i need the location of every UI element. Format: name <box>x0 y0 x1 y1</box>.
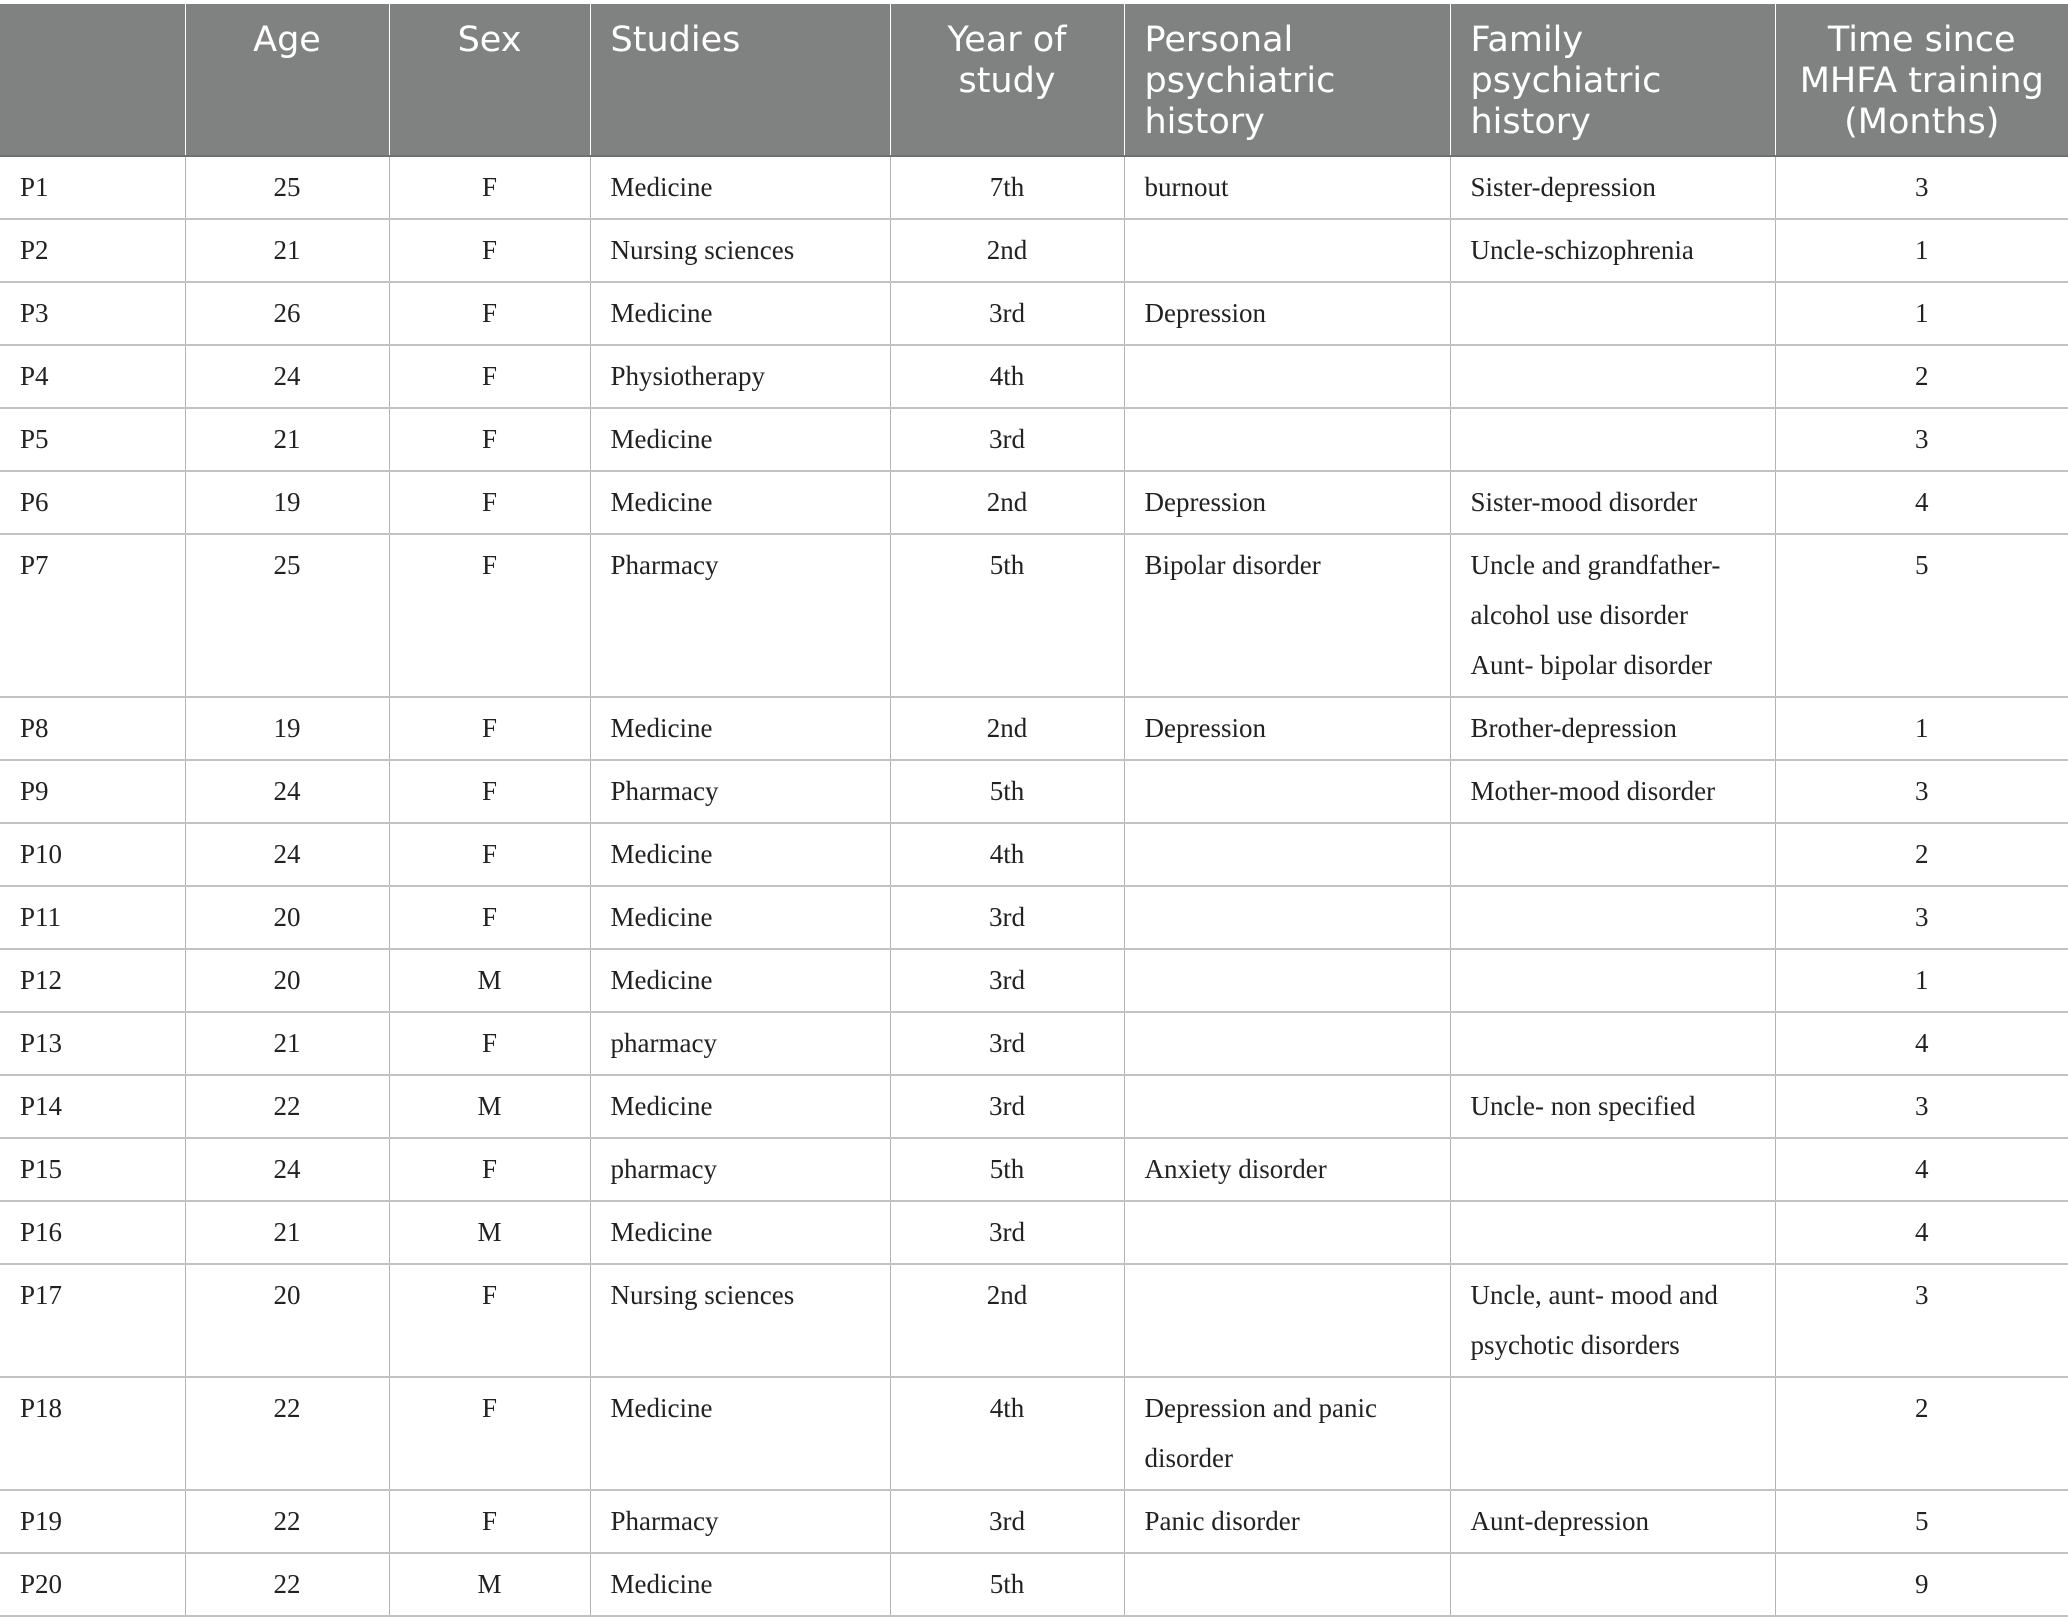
family-history-cell: Uncle-schizophrenia <box>1450 219 1775 282</box>
sex-cell: F <box>389 408 590 471</box>
year-of-study-cell: 3rd <box>890 949 1124 1012</box>
family-history-cell <box>1450 345 1775 408</box>
time-since-training-cell: 9 <box>1775 1553 2068 1616</box>
personal-history-cell: Depression <box>1124 471 1450 534</box>
table-row <box>0 534 2068 697</box>
table-row <box>0 1201 2068 1264</box>
participant-id-cell: P17 <box>0 1264 185 1377</box>
time-since-training-cell: 1 <box>1775 949 2068 1012</box>
family-history-cell <box>1450 408 1775 471</box>
family-history-cell <box>1450 949 1775 1012</box>
family-history-cell: Aunt-depression <box>1450 1490 1775 1553</box>
participant-id-cell: P6 <box>0 471 185 534</box>
studies-cell: Medicine <box>590 886 890 949</box>
table-row <box>0 282 2068 345</box>
sex-cell: F <box>389 1377 590 1490</box>
sex-column-header: Sex <box>389 4 590 156</box>
year-of-study-cell: 5th <box>890 760 1124 823</box>
time-since-training-cell: 4 <box>1775 471 2068 534</box>
personal-history-cell <box>1124 1075 1450 1138</box>
personal-history-cell: Depression <box>1124 282 1450 345</box>
personal-history-cell: Anxiety disorder <box>1124 1138 1450 1201</box>
family-history-cell: Sister-depression <box>1450 156 1775 219</box>
family-history-cell <box>1450 1012 1775 1075</box>
sex-cell: F <box>389 760 590 823</box>
studies-cell: Pharmacy <box>590 760 890 823</box>
table-row <box>0 1264 2068 1377</box>
time-since-training-cell: 4 <box>1775 1138 2068 1201</box>
year-of-study-cell: 2nd <box>890 1264 1124 1377</box>
table-row <box>0 886 2068 949</box>
table-row <box>0 949 2068 1012</box>
studies-cell: Physiotherapy <box>590 345 890 408</box>
family-history-cell: Brother-depression <box>1450 697 1775 760</box>
family-psychiatric-history-column-header: Family psychiatric history <box>1450 4 1775 156</box>
time-since-training-cell: 3 <box>1775 760 2068 823</box>
studies-cell: Medicine <box>590 949 890 1012</box>
sex-cell: F <box>389 156 590 219</box>
year-of-study-cell: 4th <box>890 345 1124 408</box>
year-of-study-column-header: Year of study <box>890 4 1124 156</box>
sex-cell: F <box>389 219 590 282</box>
family-history-cell <box>1450 886 1775 949</box>
year-of-study-cell: 3rd <box>890 1490 1124 1553</box>
time-since-training-cell: 3 <box>1775 156 2068 219</box>
studies-cell: Medicine <box>590 408 890 471</box>
table-row <box>0 1377 2068 1490</box>
age-cell: 25 <box>185 156 389 219</box>
time-since-training-cell: 4 <box>1775 1201 2068 1264</box>
age-cell: 25 <box>185 534 389 697</box>
participant-id-cell: P4 <box>0 345 185 408</box>
time-since-training-cell: 3 <box>1775 408 2068 471</box>
time-since-training-cell: 2 <box>1775 1377 2068 1490</box>
table-row <box>0 1138 2068 1201</box>
participant-id-cell: P3 <box>0 282 185 345</box>
personal-history-cell <box>1124 886 1450 949</box>
studies-column-header: Studies <box>590 4 890 156</box>
participant-id-cell: P2 <box>0 219 185 282</box>
family-history-cell <box>1450 282 1775 345</box>
personal-history-cell <box>1124 949 1450 1012</box>
table-row <box>0 697 2068 760</box>
table-body <box>0 156 2068 1616</box>
year-of-study-cell: 3rd <box>890 1012 1124 1075</box>
table-row <box>0 345 2068 408</box>
year-of-study-cell: 4th <box>890 1377 1124 1490</box>
age-cell: 19 <box>185 471 389 534</box>
personal-history-cell: burnout <box>1124 156 1450 219</box>
studies-cell: Medicine <box>590 1075 890 1138</box>
year-of-study-cell: 5th <box>890 1138 1124 1201</box>
age-cell: 19 <box>185 697 389 760</box>
personal-history-cell: Bipolar disorder <box>1124 534 1450 697</box>
age-cell: 24 <box>185 760 389 823</box>
studies-cell: Pharmacy <box>590 1490 890 1553</box>
time-since-training-cell: 5 <box>1775 534 2068 697</box>
participant-id-cell: P9 <box>0 760 185 823</box>
studies-cell: Medicine <box>590 1553 890 1616</box>
family-history-cell: Mother-mood disorder <box>1450 760 1775 823</box>
table-row <box>0 408 2068 471</box>
sex-cell: M <box>389 1075 590 1138</box>
age-cell: 20 <box>185 949 389 1012</box>
personal-history-cell <box>1124 408 1450 471</box>
time-since-training-cell: 3 <box>1775 886 2068 949</box>
age-cell: 24 <box>185 345 389 408</box>
participant-id-cell: P10 <box>0 823 185 886</box>
table-row <box>0 1075 2068 1138</box>
personal-history-cell: Depression <box>1124 697 1450 760</box>
table-row <box>0 823 2068 886</box>
sex-cell: F <box>389 282 590 345</box>
year-of-study-cell: 4th <box>890 823 1124 886</box>
family-history-cell <box>1450 823 1775 886</box>
year-of-study-cell: 3rd <box>890 886 1124 949</box>
age-cell: 22 <box>185 1377 389 1490</box>
family-history-cell <box>1450 1553 1775 1616</box>
table-row <box>0 1553 2068 1616</box>
family-history-cell <box>1450 1138 1775 1201</box>
sex-cell: F <box>389 534 590 697</box>
family-history-cell: Sister-mood disorder <box>1450 471 1775 534</box>
year-of-study-cell: 5th <box>890 1553 1124 1616</box>
table-row <box>0 760 2068 823</box>
personal-history-cell <box>1124 760 1450 823</box>
time-since-training-cell: 5 <box>1775 1490 2068 1553</box>
table-row <box>0 471 2068 534</box>
participant-id-cell: P13 <box>0 1012 185 1075</box>
personal-history-cell: Depression and panic disorder <box>1124 1377 1450 1490</box>
table-row <box>0 219 2068 282</box>
age-cell: 22 <box>185 1490 389 1553</box>
participant-id-cell: P18 <box>0 1377 185 1490</box>
year-of-study-cell: 2nd <box>890 471 1124 534</box>
year-of-study-cell: 3rd <box>890 1201 1124 1264</box>
time-since-training-cell: 3 <box>1775 1075 2068 1138</box>
year-of-study-cell: 7th <box>890 156 1124 219</box>
table-row <box>0 156 2068 219</box>
personal-history-cell <box>1124 345 1450 408</box>
participant-id-cell: P7 <box>0 534 185 697</box>
year-of-study-cell: 3rd <box>890 408 1124 471</box>
studies-cell: Nursing sciences <box>590 1264 890 1377</box>
sex-cell: M <box>389 1201 590 1264</box>
family-history-cell: Uncle, aunt- mood and psychotic disorders <box>1450 1264 1775 1377</box>
studies-cell: Medicine <box>590 156 890 219</box>
family-history-cell: Uncle and grandfather-alcohol use disorder Aunt- bipolar disorder <box>1450 534 1775 697</box>
age-cell: 21 <box>185 1201 389 1264</box>
participant-id-cell: P1 <box>0 156 185 219</box>
studies-cell: Medicine <box>590 471 890 534</box>
participant-id-cell: P14 <box>0 1075 185 1138</box>
time-since-training-column-header: Time since MHFA training (Months) <box>1775 4 2068 156</box>
time-since-training-cell: 1 <box>1775 219 2068 282</box>
personal-history-cell <box>1124 1553 1450 1616</box>
family-history-cell <box>1450 1201 1775 1264</box>
year-of-study-cell: 2nd <box>890 697 1124 760</box>
time-since-training-cell: 2 <box>1775 345 2068 408</box>
studies-cell: Nursing sciences <box>590 219 890 282</box>
sex-cell: F <box>389 1490 590 1553</box>
age-cell: 21 <box>185 219 389 282</box>
participant-id-cell: P12 <box>0 949 185 1012</box>
studies-cell: Medicine <box>590 282 890 345</box>
year-of-study-cell: 2nd <box>890 219 1124 282</box>
year-of-study-cell: 3rd <box>890 282 1124 345</box>
age-column-header: Age <box>185 4 389 156</box>
time-since-training-cell: 4 <box>1775 1012 2068 1075</box>
studies-cell: pharmacy <box>590 1138 890 1201</box>
age-cell: 24 <box>185 1138 389 1201</box>
sex-cell: M <box>389 1553 590 1616</box>
personal-history-cell <box>1124 823 1450 886</box>
header-row <box>0 4 2068 156</box>
personal-history-cell <box>1124 219 1450 282</box>
sex-cell: F <box>389 886 590 949</box>
studies-cell: Medicine <box>590 1201 890 1264</box>
personal-history-cell <box>1124 1012 1450 1075</box>
age-cell: 20 <box>185 886 389 949</box>
participant-id-cell: P15 <box>0 1138 185 1201</box>
participant-id-cell: P19 <box>0 1490 185 1553</box>
personal-history-cell <box>1124 1264 1450 1377</box>
age-cell: 20 <box>185 1264 389 1377</box>
time-since-training-cell: 2 <box>1775 823 2068 886</box>
participants-table <box>0 4 2068 1617</box>
studies-cell: Medicine <box>590 1377 890 1490</box>
family-history-cell <box>1450 1377 1775 1490</box>
time-since-training-cell: 1 <box>1775 697 2068 760</box>
sex-cell: F <box>389 1264 590 1377</box>
table-row <box>0 1490 2068 1553</box>
studies-cell: Medicine <box>590 823 890 886</box>
table-header <box>0 4 2068 156</box>
studies-cell: pharmacy <box>590 1012 890 1075</box>
participant-id-cell: P8 <box>0 697 185 760</box>
participants-table-container <box>0 4 2068 1617</box>
personal-history-cell: Panic disorder <box>1124 1490 1450 1553</box>
sex-cell: F <box>389 697 590 760</box>
sex-cell: F <box>389 1012 590 1075</box>
sex-cell: F <box>389 823 590 886</box>
age-cell: 21 <box>185 1012 389 1075</box>
year-of-study-cell: 3rd <box>890 1075 1124 1138</box>
age-cell: 22 <box>185 1553 389 1616</box>
sex-cell: F <box>389 1138 590 1201</box>
participant-id-cell: P11 <box>0 886 185 949</box>
age-cell: 24 <box>185 823 389 886</box>
personal-history-cell <box>1124 1201 1450 1264</box>
table-row <box>0 1012 2068 1075</box>
age-cell: 26 <box>185 282 389 345</box>
age-cell: 21 <box>185 408 389 471</box>
time-since-training-cell: 1 <box>1775 282 2068 345</box>
sex-cell: F <box>389 471 590 534</box>
participant-id-cell: P20 <box>0 1553 185 1616</box>
family-history-cell: Uncle- non specified <box>1450 1075 1775 1138</box>
sex-cell: F <box>389 345 590 408</box>
participant-id-cell: P16 <box>0 1201 185 1264</box>
year-of-study-cell: 5th <box>890 534 1124 697</box>
studies-cell: Pharmacy <box>590 534 890 697</box>
age-cell: 22 <box>185 1075 389 1138</box>
personal-psychiatric-history-column-header: Personal psychiatric history <box>1124 4 1450 156</box>
studies-cell: Medicine <box>590 697 890 760</box>
sex-cell: M <box>389 949 590 1012</box>
participant-id-cell: P5 <box>0 408 185 471</box>
participant-column-header <box>0 4 185 156</box>
time-since-training-cell: 3 <box>1775 1264 2068 1377</box>
